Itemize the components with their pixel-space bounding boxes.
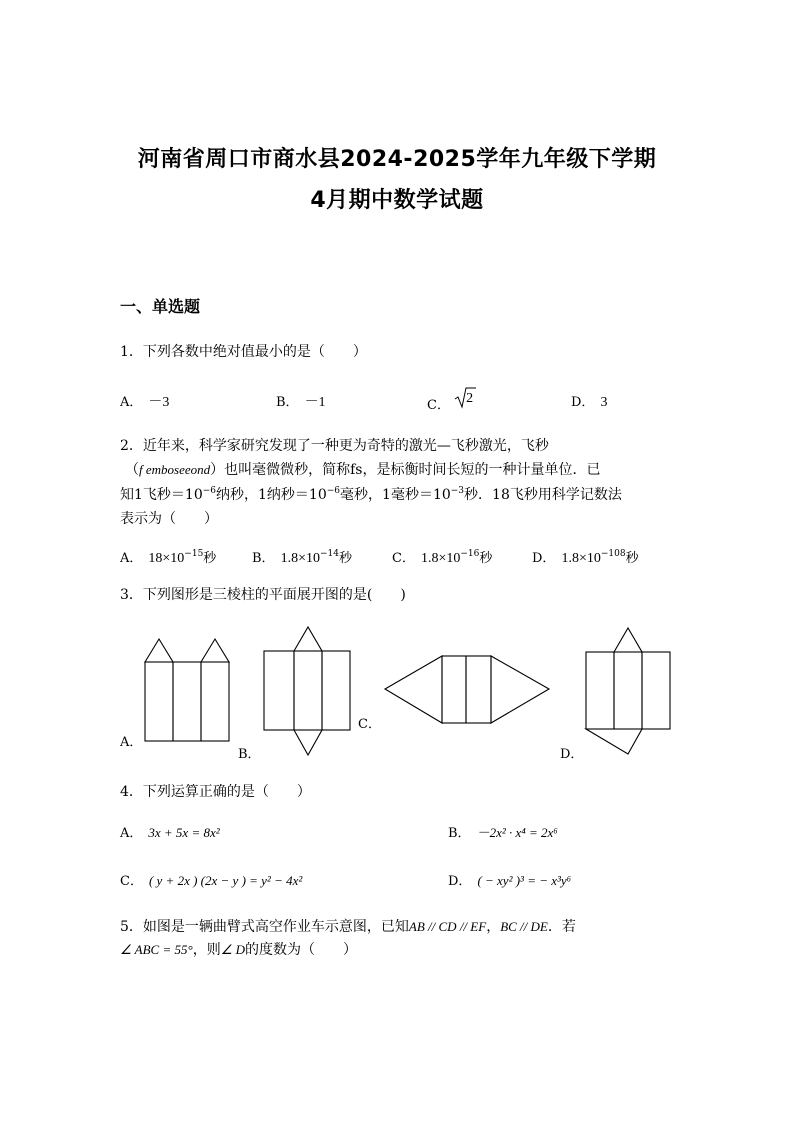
q3-option-b-label: B． <box>238 747 261 762</box>
paren: （ <box>125 462 139 478</box>
exponent: −108 <box>600 549 626 559</box>
option-label: B． <box>276 395 299 410</box>
option-label: A． <box>120 826 143 841</box>
question-4-stem: 4．下列运算正确的是（ ） <box>120 784 311 800</box>
option-base: 1.8×10 <box>280 551 320 566</box>
net-figure-a <box>145 639 229 741</box>
text: 秒．18飞秒用科学记数法 <box>464 487 622 503</box>
option-value: －3 <box>148 395 170 410</box>
option-label: D． <box>571 395 595 410</box>
question-1-stem: 1．下列各数中绝对值最小的是（ ） <box>120 344 367 360</box>
option-base: 1.8×10 <box>561 551 601 566</box>
exponent: −6 <box>326 486 341 496</box>
option-value: 3 <box>600 395 608 410</box>
option-label: A． <box>120 551 143 566</box>
option-expression: ( y + 2x ) (2x − y ) = y² − 4x² <box>148 873 303 888</box>
question-5-line2 <box>120 940 357 960</box>
net-figure-b <box>264 627 350 755</box>
option-base: 1.8×10 <box>420 551 461 566</box>
option-value: －1 <box>304 395 326 410</box>
option-label: A． <box>120 395 143 410</box>
option-expression: ( − xy² )³ = − x³y⁶ <box>477 873 572 888</box>
q4-option-a <box>120 822 220 841</box>
net-figure-d <box>586 628 670 754</box>
math-expression: BC // DE <box>500 919 548 934</box>
document-title-line1: 河南省周口市商水县2024-2025学年九年级下学期 <box>137 147 657 172</box>
section-heading: 一、单选题 <box>120 297 201 316</box>
text: ，则 <box>192 942 221 958</box>
document-title-line2: 4月期中数学试题 <box>310 188 484 213</box>
unit: 秒 <box>338 551 352 566</box>
femtosecond-term: f emboseeond <box>139 462 211 477</box>
option-expression: 3x + 5x = 8x² <box>148 825 220 840</box>
q4-option-d <box>448 870 571 889</box>
exponent: −14 <box>319 549 339 559</box>
text: 知1飞秒＝10 <box>120 487 203 503</box>
text: ）也叫毫微微秒，简称fs，是标衡时间长短的一种计量单位．已 <box>210 462 601 478</box>
radicand: 2 <box>466 391 474 406</box>
unit: 秒 <box>203 551 217 566</box>
option-label: C． <box>392 551 415 566</box>
q4-option-b <box>448 822 558 841</box>
question-3-stem: 3．下列图形是三棱柱的平面展开图的是( ) <box>120 587 406 603</box>
q3-option-c-label: C． <box>358 717 381 732</box>
q3-option-d-label: D． <box>560 747 584 762</box>
option-label: D． <box>448 874 472 889</box>
text: ．若 <box>547 919 576 935</box>
question-2-line1: 2．近年来，科学家研究发现了一种更为奇特的激光—飞秒激光，飞秒 <box>120 438 549 454</box>
exponent: −6 <box>202 486 217 496</box>
exponent: −3 <box>450 486 465 496</box>
option-label: C． <box>427 398 450 413</box>
unit: 秒 <box>625 551 639 566</box>
option-label: B． <box>448 826 471 841</box>
unit: 秒 <box>479 551 493 566</box>
text: 的度数为（ ） <box>245 942 357 958</box>
option-label: B． <box>252 551 275 566</box>
text: 5．如图是一辆曲臂式高空作业车示意图，已知 <box>120 919 409 935</box>
question-2-line4: 表示为（ ） <box>120 511 218 527</box>
exponent: −16 <box>460 549 480 559</box>
math-expression: AB // CD // EF <box>408 919 487 934</box>
q3-option-a-label: A． <box>120 735 143 750</box>
text: ， <box>486 919 501 935</box>
net-figure-c <box>385 656 549 723</box>
option-label: C． <box>120 874 143 889</box>
math-expression: ∠ D <box>220 942 245 957</box>
text: 毫秒，1毫秒＝10 <box>340 487 451 503</box>
option-base: 18×10 <box>148 551 185 566</box>
option-label: D． <box>532 551 556 566</box>
option-expression: －2x² · x⁴ = 2x⁶ <box>476 825 558 840</box>
text: 纳秒，1纳秒＝10 <box>216 487 327 503</box>
question-5-line1 <box>120 917 576 937</box>
exponent: −15 <box>184 549 204 559</box>
math-expression: ∠ ABC = 55° <box>120 942 193 957</box>
q4-option-c <box>120 870 302 889</box>
